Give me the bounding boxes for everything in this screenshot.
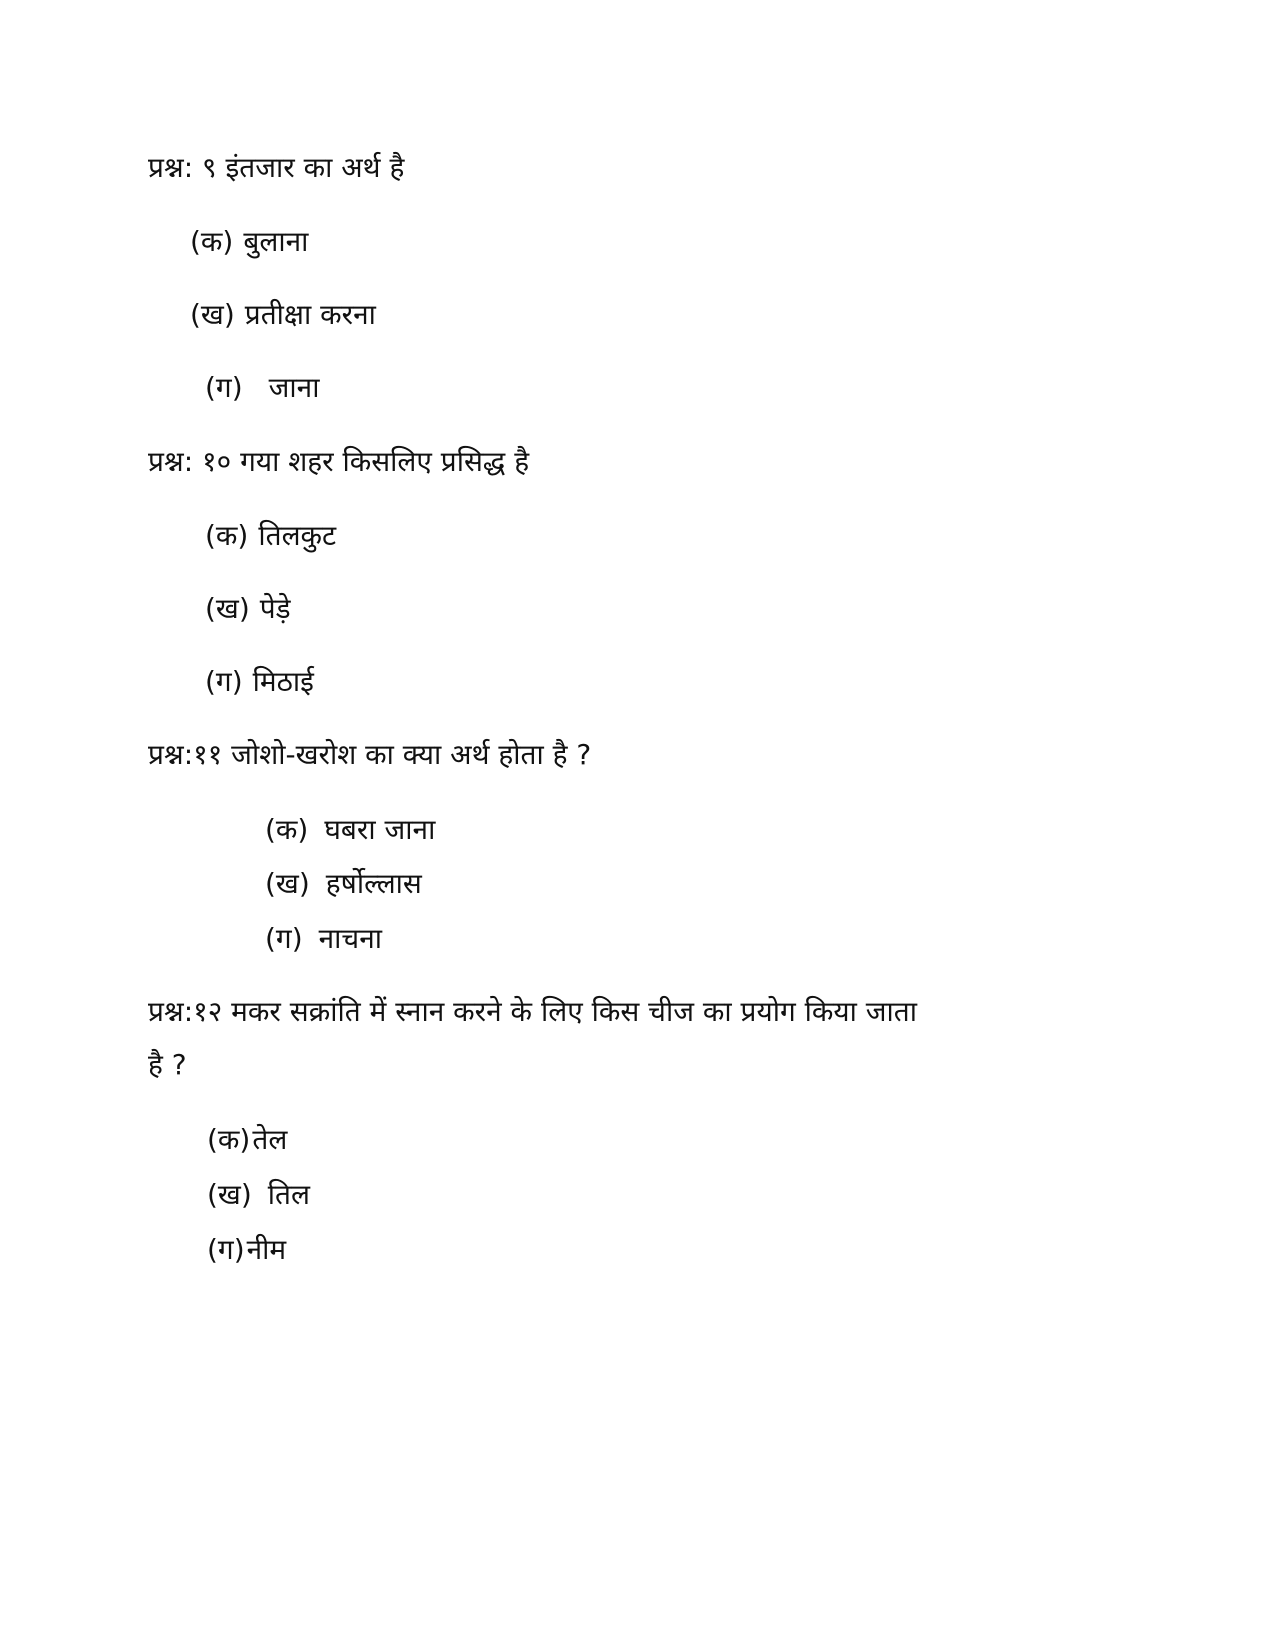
question-10: प्रश्न: १० गया शहर किसलिए प्रसिद्ध है xyxy=(148,445,530,478)
question-9-option-ga xyxy=(205,368,319,408)
question-12-option-ka xyxy=(207,1120,287,1160)
option-text: तेल xyxy=(252,1123,288,1156)
option-text: नाचना xyxy=(318,922,382,955)
question-12-option-ga xyxy=(207,1230,286,1270)
option-label: (क) xyxy=(207,1123,251,1156)
question-11: प्रश्न:११ जोशो-खरोश का क्या अर्थ होता है ? xyxy=(148,738,592,771)
option-label: (ग) xyxy=(207,1233,245,1266)
option-text: प्रतीक्षा करना xyxy=(244,298,376,331)
option-text: मिठाई xyxy=(252,665,314,698)
option-label: (क) xyxy=(190,225,234,258)
question-11-option-ga xyxy=(265,919,382,959)
question-11-option-ka xyxy=(265,810,435,850)
question-11-option-kha xyxy=(265,864,422,904)
option-text: तिलकुट xyxy=(258,519,337,552)
question-9-option-ka xyxy=(190,222,308,262)
question-10-option-kha xyxy=(205,589,291,629)
option-text: पेड़े xyxy=(259,592,291,625)
option-label: (ग) xyxy=(265,922,303,955)
option-label: (ग) xyxy=(205,371,243,404)
option-text: हर्षोल्लास xyxy=(325,867,422,900)
option-label: (ख) xyxy=(207,1178,252,1211)
option-label: (ख) xyxy=(205,592,250,625)
option-label: (ग) xyxy=(205,665,243,698)
option-text: नीम xyxy=(246,1233,287,1266)
option-label: (क) xyxy=(265,813,309,846)
question-9: प्रश्न: ९ इंतजार का अर्थ है xyxy=(148,151,405,184)
option-label: (ख) xyxy=(265,867,310,900)
question-10-option-ka xyxy=(205,516,336,556)
option-label: (क) xyxy=(205,519,249,552)
question-12-option-kha xyxy=(207,1175,310,1215)
option-label: (ख) xyxy=(190,298,235,331)
question-12-line-2: है ? xyxy=(148,1048,187,1081)
question-9-option-kha xyxy=(190,295,376,335)
question-10-option-ga xyxy=(205,662,314,702)
question-12-line-1: प्रश्न:१२ मकर सक्रांति में स्नान करने के लिए किस चीज का प्रयोग किया जाता xyxy=(148,995,918,1028)
option-text: बुलाना xyxy=(243,225,309,258)
option-text: तिल xyxy=(267,1178,310,1211)
option-text: जाना xyxy=(268,371,320,404)
option-text: घबरा जाना xyxy=(324,813,436,846)
